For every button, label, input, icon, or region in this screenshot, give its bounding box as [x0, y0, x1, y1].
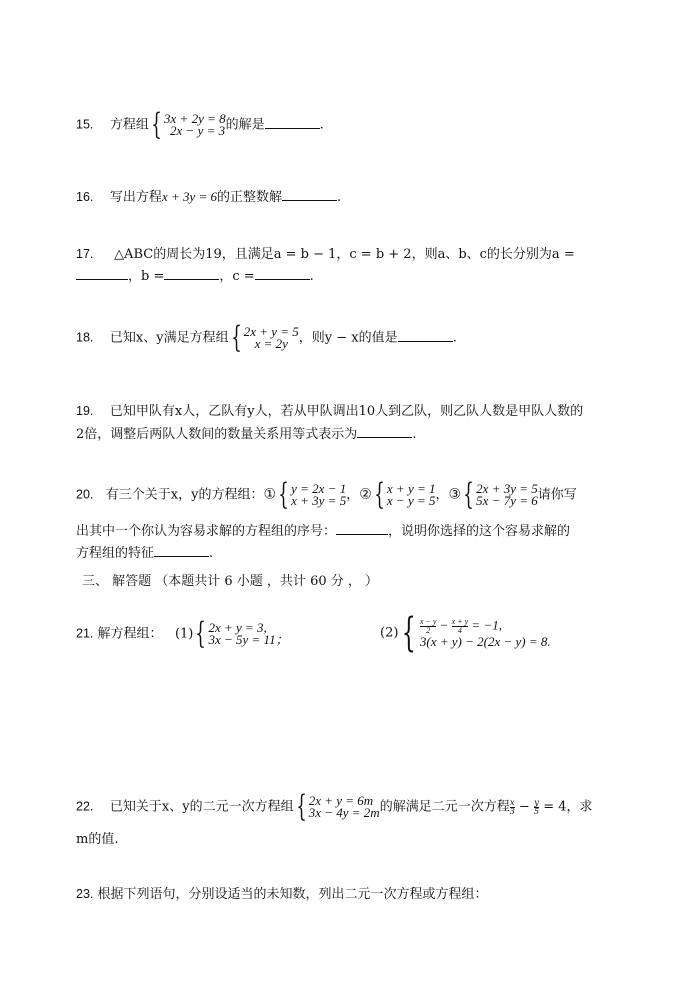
circled-two-icon: ② — [359, 486, 372, 503]
answer-blank[interactable] — [282, 189, 337, 201]
question-20-line3: 方程组的特征 . — [76, 546, 214, 561]
question-text: 2倍，调整后两队人数间的数量关系用等式表示为 — [76, 427, 358, 442]
question-19-line2: 2倍，调整后两队人数间的数量关系用等式表示为 . — [76, 427, 417, 442]
answer-blank[interactable] — [336, 523, 388, 535]
circled-three-icon: ③ — [448, 486, 462, 503]
question-17-line2: ，b = ，c = . — [76, 265, 314, 284]
equation-system-1: { y = 2x − 1 x + 3y = 5 — [278, 477, 347, 512]
question-number: 22. — [76, 799, 94, 814]
question-15: 15. 方程组 { 3x + 2y = 8 2x − y = 3 的解是 . — [76, 107, 324, 142]
question-16: 16. 写出方程x + 3y = 6的正整数解 . — [76, 189, 342, 205]
question-text: 已知甲队有x人，乙队有y人，若从甲队调出10人到乙队，则乙队人数是甲队人数的 — [109, 404, 584, 419]
answer-blank-a[interactable] — [76, 268, 128, 280]
question-text: 方程组 — [109, 117, 149, 133]
equation-system: { 2x + y = 6m 3x − 4y = 2m — [295, 789, 380, 824]
question-text: 写出方程 — [109, 190, 162, 205]
answer-blank-c[interactable] — [255, 268, 310, 280]
equation-system-2: { x + y = 1 x − y = 5 — [374, 477, 436, 512]
question-number: 21. — [76, 626, 94, 641]
equation: 2x + y = 5 — [243, 324, 299, 339]
equation: x + 3y = 6 — [161, 189, 218, 204]
equation-system — [149, 107, 226, 142]
question-20: 20. 有三个关于x，y的方程组：① { y = 2x − 1 x + 3y = 5 ，② { x + y = 1 x − y = 5 ，③ { 2x + 3y = 5 5x − 7y = 6 请你写 — [76, 477, 577, 512]
question-number: 16. — [76, 190, 94, 204]
question-22-line2: m的值. — [76, 832, 119, 847]
equation: x = 2y — [254, 336, 288, 351]
question-20-line2: 出其中一个你认为容易求解的方程组的序号： ，说明你选择的这个容易求解的 — [76, 524, 571, 539]
question-18: 18. 已知x、y满足方程组 { 2x + y = 5 x = 2y ，则y − x的值是 . — [76, 320, 457, 355]
question-text: 已知x、y满足方程组 — [109, 330, 229, 346]
question-21-part2: (2) { $\frac{x - y}{2}$ − $\frac{x + y}{4}$ = −1, 3(x + y) − 2(2x − y) = 8. — [380, 610, 551, 656]
answer-blank[interactable] — [265, 117, 320, 129]
question-number: 17. — [76, 247, 94, 261]
answer-blank[interactable] — [398, 330, 453, 342]
answer-blank[interactable] — [154, 545, 209, 557]
answer-blank-b[interactable] — [164, 268, 219, 280]
equation-system-1: { 2x + y = 3, 3x − 5y = 11； — [195, 616, 289, 651]
question-22: 22. 已知关于x、y的二元一次方程组 { 2x + y = 6m 3x − 4y = 2m 的解满足二元一次方程 $\frac{x}{3}$ − $\frac{y}{5}$ = 4，求 — [76, 789, 593, 824]
question-text: △ABC的周长为19，且满足a = b − 1，c = b + 2，则a、b、c的长分别为a = — [114, 247, 575, 262]
equation-system — [229, 320, 299, 355]
question-text: 的解是 — [225, 117, 265, 133]
section-heading: 三、 解答题 （本题共计 6 小题 ，共计 60 分 ， ） — [82, 574, 379, 589]
question-text: 有三个关于x，y的方程组： — [105, 487, 264, 503]
equation-system-3: { 2x + 3y = 5 5x − 7y = 6 — [463, 477, 538, 512]
equation: 3x + 2y = 8 — [164, 111, 226, 126]
question-21: 21. 解方程组： (1) { 2x + y = 3, 3x − 5y = 11； — [76, 616, 289, 651]
question-19 — [76, 400, 583, 419]
question-23: 23. 根据下列语句，分别设适当的未知数，列出二元一次方程或方程组： — [76, 887, 488, 902]
question-number: 19. — [76, 404, 94, 418]
answer-blank[interactable] — [357, 426, 412, 438]
question-text: 的正整数解 — [217, 190, 283, 205]
equation-system-2: { $\frac{x - y}{2}$ − $\frac{x + y}{4}$ = −1, 3(x + y) − 2(2x − y) = 8. — [402, 610, 551, 656]
circled-one-icon: ① — [263, 486, 277, 503]
equation: 2x − y = 3 — [170, 123, 226, 138]
brace: { — [230, 320, 242, 355]
question-17 — [76, 243, 575, 262]
question-number: 20. — [76, 487, 94, 502]
brace: { — [151, 107, 162, 142]
question-text: ，则y − x的值是 — [298, 330, 398, 346]
question-number: 15. — [76, 117, 94, 132]
question-number: 23. — [76, 887, 94, 901]
question-number: 18. — [76, 330, 94, 345]
